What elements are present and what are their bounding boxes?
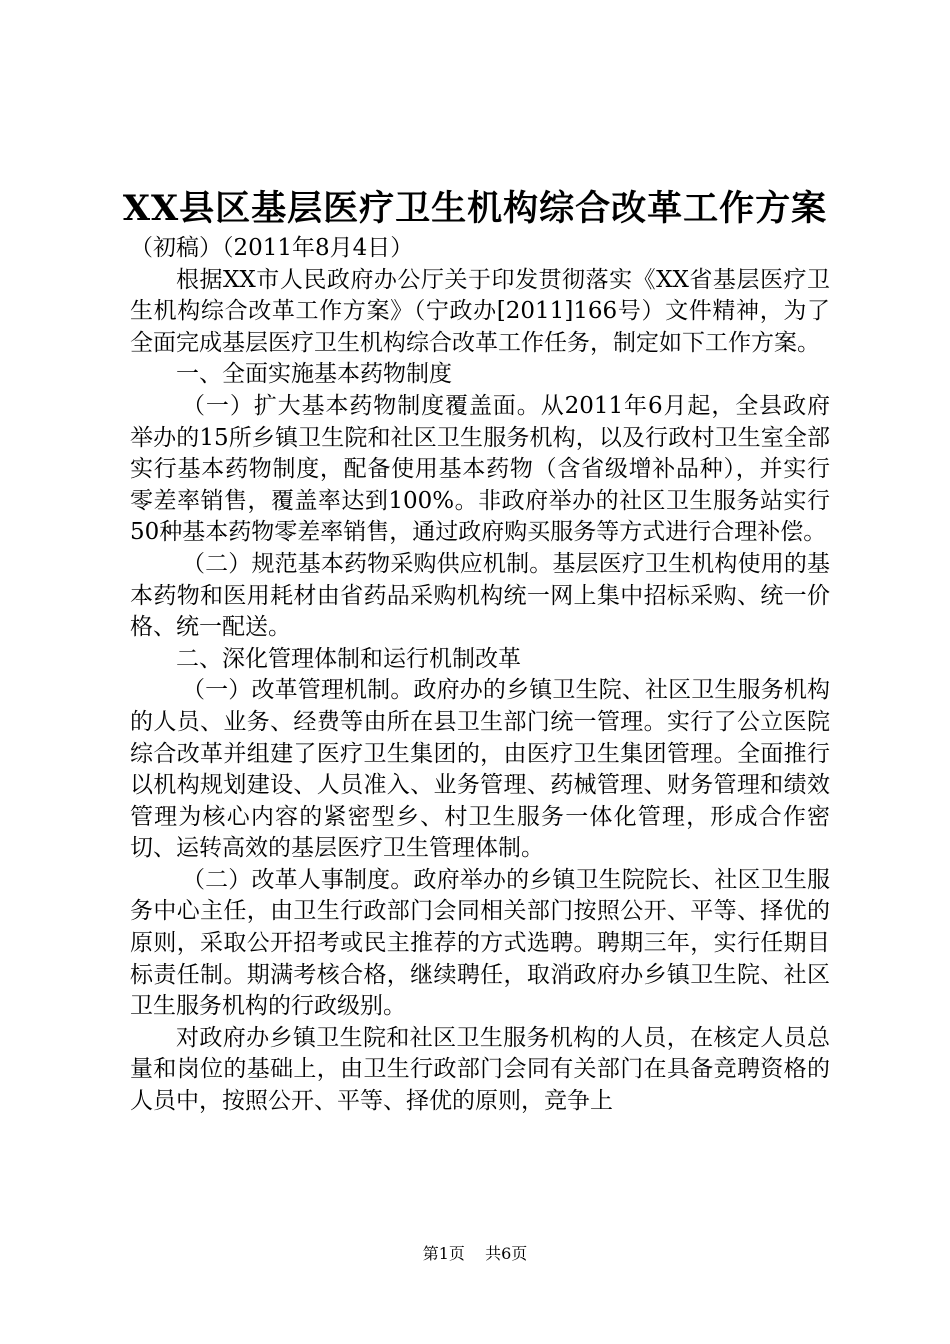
draft-note: （初稿）（2011年8月4日） — [130, 235, 414, 261]
document-title: XX县区基层医疗卫生机构综合改革工作方案 — [122, 188, 828, 229]
document-body — [130, 233, 830, 1118]
paragraph-1-2: （二）规范基本药物采购供应机制。基层医疗卫生机构使用的基本药物和医用耗材由省药品采购机构统一网上集中招标采购、统一价格、统一配送。 — [130, 550, 830, 641]
page-footer — [0, 1244, 950, 1264]
paragraph-1-1: （一）扩大基本药物制度覆盖面。从2011年6月起，全县政府举办的15所乡镇卫生院和社区卫生服务机构，以及行政村卫生室全部实行基本药物制度，配备使用基本药物（含省级增补品种），并实行零差率销售，覆盖率达到100%。非政府举办的社区卫生服务站实行50种基本药物零差率销售，通过政府购买服务等方式进行合理补偿。 — [130, 392, 830, 546]
page-number: 第1页 — [422, 1244, 465, 1263]
paragraph-2-2-continued: 对政府办乡镇卫生院和社区卫生服务机构的人员，在核定人员总量和岗位的基础上，由卫生行政部门会同有关部门在具备竞聘资格的人员中，按照公开、平等、择优的原则，竞争上 — [130, 1024, 830, 1115]
paragraph-intro: 根据XX市人民政府办公厅关于印发贯彻落实《XX省基层医疗卫生机构综合改革工作方案》（宁政办[2011]166号）文件精神，为了全面完成基层医疗卫生机构综合改革工作任务，制定如下工作方案。 — [130, 266, 830, 356]
page-total: 共6页 — [485, 1244, 528, 1263]
paragraph-2-2: （二）改革人事制度。政府举办的乡镇卫生院院长、社区卫生服务中心主任，由卫生行政部门会同相关部门按照公开、平等、择优的原则，采取公开招考或民主推荐的方式选聘。聘期三年，实行任期目标责任制。期满考核合格，继续聘任，取消政府办乡镇卫生院、社区卫生服务机构的行政级别。 — [130, 866, 830, 1020]
section-heading-1: 一、全面实施基本药物制度 — [176, 361, 452, 388]
paragraph-2-1: （一）改革管理机制。政府办的乡镇卫生院、社区卫生服务机构的人员、业务、经费等由所在县卫生部门统一管理。实行了公立医院综合改革并组建了医疗卫生集团的，由医疗卫生集团管理。全面推行以机构规划建设、人员准入、业务管理、药械管理、财务管理和绩效管理为核心内容的紧密型乡、村卫生服务一体化管理，形成合作密切、运转高效的基层医疗卫生管理体制。 — [130, 677, 830, 862]
section-heading-2: 二、深化管理体制和运行机制改革 — [176, 645, 521, 672]
